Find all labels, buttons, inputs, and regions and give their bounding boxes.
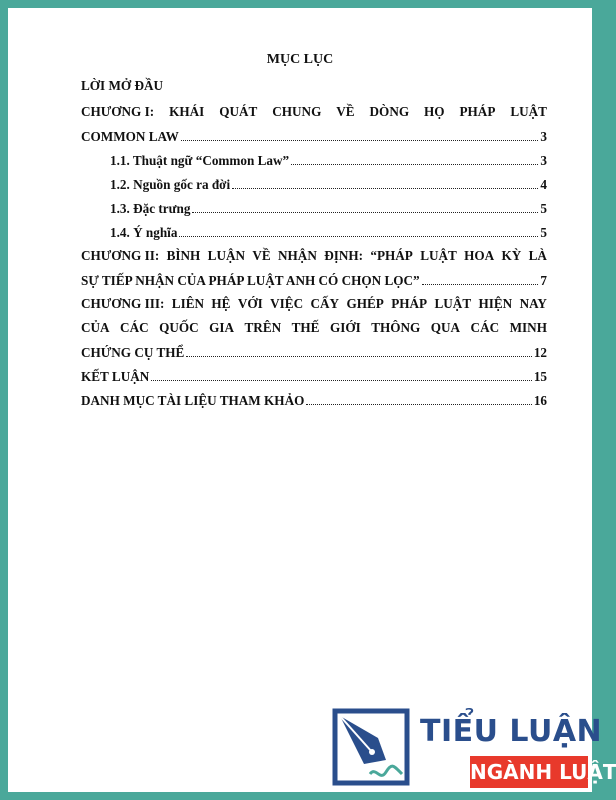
toc-page-number: 3 — [540, 129, 547, 144]
toc-page-number: 5 — [540, 225, 547, 240]
toc-entry-word: KỲ — [501, 248, 522, 263]
toc-entry-word: NAY — [519, 296, 547, 311]
toc-entry-text: CHỨNG CỤ THỂ — [81, 345, 185, 360]
toc-entry-word: CHƯƠNG III: — [81, 296, 165, 311]
toc-entry-word: LIÊN — [171, 296, 205, 311]
toc-entry-word: TRÊN — [244, 320, 282, 335]
toc-entry-word: LUẬT — [420, 248, 457, 263]
toc-entry-word: VỀ — [252, 248, 271, 263]
site-logo — [332, 708, 616, 792]
toc-entry-word: GIỚI — [329, 320, 361, 335]
toc-entry-references[interactable] — [81, 390, 547, 410]
toc-entry-conclusion[interactable] — [81, 366, 547, 386]
toc-entry-text: LỜI MỞ ĐẦU — [81, 78, 164, 93]
toc-page-number: 3 — [540, 153, 547, 168]
toc-entry-word: QUÁT — [219, 104, 258, 119]
toc-page-number: 5 — [540, 201, 547, 216]
logo-sub-text: NGÀNH LUẬT — [470, 756, 588, 788]
toc-entry-word: THÔNG — [371, 320, 421, 335]
toc-entry-text: 1.4. Ý nghĩa — [110, 225, 178, 240]
toc-entry-word: QUỐC — [159, 320, 199, 335]
toc-entry-text: KẾT LUẬN — [81, 369, 150, 384]
toc-title: MỤC LỤC — [266, 52, 334, 67]
toc-entry-word: CHƯƠNG I: — [81, 104, 155, 119]
toc-entry-word: LUẬT — [510, 104, 547, 119]
toc-entry-word: VỚI — [237, 296, 263, 311]
toc-entry-word: CÁC — [120, 320, 149, 335]
toc-entry-chapter3-line1[interactable] — [81, 294, 547, 314]
toc-entry-word: THẾ — [291, 320, 320, 335]
toc-entry-word: DÒNG — [369, 104, 410, 119]
toc-entry-text: 1.1. Thuật ngữ “Common Law” — [110, 153, 290, 168]
toc-entry-word: LUẬT — [434, 296, 472, 311]
leader-dots — [232, 174, 538, 189]
toc-entry-word: MINH — [509, 320, 547, 335]
toc-entry-word: VỀ — [336, 104, 355, 119]
leader-dots — [186, 342, 532, 357]
leader-dots — [422, 270, 539, 285]
toc-entry-1-4[interactable] — [110, 222, 547, 242]
toc-entry-chapter1-line1[interactable] — [81, 102, 547, 122]
toc-entry-text: 1.3. Đặc trưng — [110, 201, 191, 216]
pen-nib-icon — [332, 708, 410, 792]
toc-entry-word: ĐỊNH: — [324, 248, 364, 263]
toc-page-number: 4 — [540, 177, 547, 192]
toc-entry-word: LUẬN — [207, 248, 246, 263]
toc-page-number: 16 — [533, 393, 547, 408]
toc-entry-1-1[interactable] — [110, 150, 547, 170]
toc-entry-chapter3-line3[interactable] — [81, 342, 547, 362]
toc-entry-text: COMMON LAW — [81, 129, 179, 144]
toc-entry-word: CÁC — [470, 320, 500, 335]
toc-page-number: 12 — [533, 345, 547, 360]
leader-dots — [179, 222, 538, 237]
toc-entry-word: GIA — [209, 320, 235, 335]
toc-entry-word: BÌNH — [166, 248, 201, 263]
toc-entry-word: QUA — [430, 320, 461, 335]
toc-page-number: 15 — [533, 369, 547, 384]
leader-dots — [306, 390, 531, 405]
toc-page-number: 7 — [540, 273, 547, 288]
toc-entry-text: 1.2. Nguồn gốc ra đời — [110, 177, 231, 192]
leader-dots — [291, 150, 538, 165]
document-page — [8, 8, 616, 792]
toc-entry-word: NHẬN — [278, 248, 317, 263]
toc-entry-word: GHÉP — [346, 296, 384, 311]
toc-entry-chapter3-line2[interactable] — [81, 318, 547, 338]
toc-entry-word: “PHÁP — [370, 248, 413, 263]
leader-dots — [192, 198, 538, 213]
toc-entry-chapter1-line2[interactable] — [81, 126, 547, 146]
toc-entry-word: PHÁP — [391, 296, 428, 311]
toc-entry-chapter2-line1[interactable] — [81, 246, 547, 266]
toc-entry-word: HỌ — [424, 104, 445, 119]
logo-main-text: TIỂU LUẬN — [420, 714, 603, 749]
toc-entry-word: CHƯƠNG II: — [81, 248, 160, 263]
toc-entry-intro[interactable] — [81, 76, 547, 96]
toc-entry-chapter2-line2[interactable] — [81, 270, 547, 290]
toc-entry-word: LÀ — [528, 248, 547, 263]
toc-entry-word: CHUNG — [272, 104, 322, 119]
leader-dots — [151, 366, 532, 381]
toc-entry-1-2[interactable] — [110, 174, 547, 194]
toc-entry-word: HỆ — [211, 296, 231, 311]
toc-entry-text: DANH MỤC TÀI LIỆU THAM KHẢO — [81, 393, 305, 408]
toc-entry-word: CỦA — [81, 320, 110, 335]
toc-entry-word: KHÁI — [169, 104, 205, 119]
leader-dots — [181, 126, 539, 141]
toc-entry-word: VIỆC — [270, 296, 304, 311]
toc-entry-word: PHÁP — [459, 104, 496, 119]
toc-entry-text: SỰ TIẾP NHẬN CỦA PHÁP LUẬT ANH CÓ CHỌN LỌC” — [81, 273, 420, 288]
toc-entry-word: HOA — [464, 248, 495, 263]
toc-entry-word: CẤY — [310, 296, 340, 311]
toc-entry-1-3[interactable] — [110, 198, 547, 218]
toc-entry-word: HIỆN — [478, 296, 513, 311]
